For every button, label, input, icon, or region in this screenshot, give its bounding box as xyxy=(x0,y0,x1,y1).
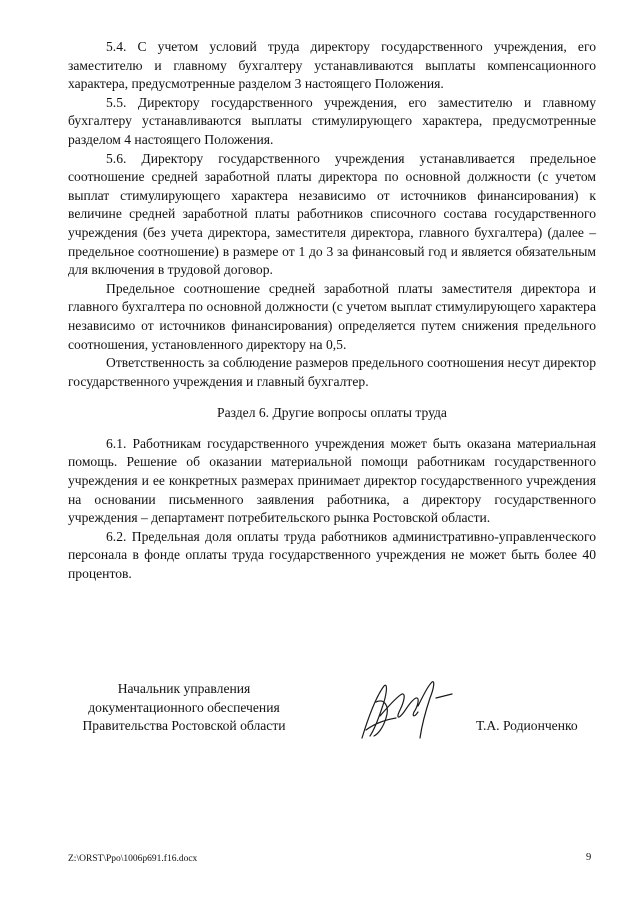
signatory-title-line: документационного обеспечения xyxy=(88,699,280,715)
signatory-title-line: Правительства Ростовской области xyxy=(82,718,286,734)
signatory-name: Т.А. Родионченко xyxy=(476,718,578,733)
handwritten-signature xyxy=(340,672,460,752)
paragraph-responsibility: Ответственность за соблюдение размеров предельного соотношения несут директор государственного учреждения и главный бухгалтер. xyxy=(68,355,596,389)
paragraph-5-5: 5.5. Директору государственного учреждения, его заместителю и главному бухгалтеру устанавливаются выплаты стимулирующего характера, предусмотренные разделом 4 настоящего Положения. xyxy=(68,94,596,147)
section-6-heading: Раздел 6. Другие вопросы оплаты труда xyxy=(217,405,447,421)
paragraph-6-1: 6.1. Работникам государственного учреждения может быть оказана материальная помощь. Решение об оказании материальной помощи работникам государственного учреждения и ее конкретных размерах принимает директор государственного учреждения на основании письменного заявления работника, а директору государственного учреждения – департамент потребительского рынка Ростовской области. xyxy=(68,435,596,526)
signatory-title xyxy=(68,680,300,736)
paragraph-6-2: 6.2. Предельная доля оплаты труда работников административно-управленческого персонала в фонде оплаты труда государственного учреждения не может быть более 40 процентов. xyxy=(68,528,596,582)
signatory-title-line: Начальник управления xyxy=(117,681,251,696)
paragraph-5-4: 5.4. С учетом условий труда директору государственного учреждения, его заместителю и главному бухгалтеру устанавливаются выплаты компенсационного характера, предусмотренные разделом 3 настоящего Положения. xyxy=(68,39,596,92)
footer-file-path: Z:\ORST\Ppo\1006p691.f16.docx xyxy=(68,854,198,864)
paragraph-5-6: 5.6. Директору государственного учреждения устанавливается предельное соотношение средней заработной платы директора по основной должности (с учетом выплат стимулирующего характера независимо от источников финансирования) к величине средней заработной платы работников списочного состава государственного учреждения (без учета директора, заместителя директора, главного бухгалтера) (далее – предельное соотношение) в размере от 1 до 3 за финансовый год и является обязательным для включения в трудовой договор. xyxy=(68,150,596,278)
paragraph-ratio-deputy: Предельное соотношение средней заработной платы заместителя директора и главного бухгалтера по основной должности (с учетом выплат стимулирующего характера независимо от источников финансирования) определяется путем снижения предельного соотношения, установленного директору на 0,5. xyxy=(68,280,596,352)
document-body xyxy=(68,38,596,584)
page-number: 9 xyxy=(586,852,592,863)
